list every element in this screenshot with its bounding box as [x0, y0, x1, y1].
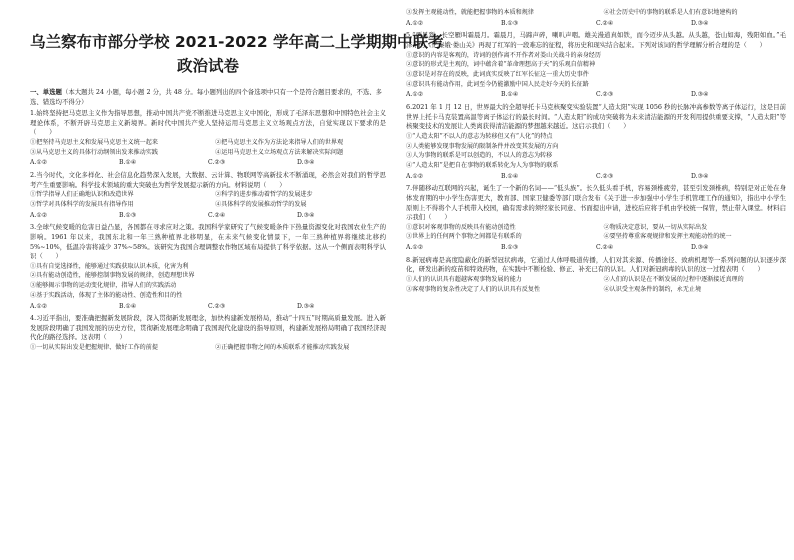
statement-3: ③能够揭示事物的运动变化规律，指导人们的实践活动: [30, 282, 177, 290]
option-b[interactable]: B.①④: [501, 91, 519, 99]
statement-3: ③哲学对具体科学的发展具有指导作用: [30, 200, 134, 208]
answer-options: [30, 158, 386, 168]
question-stem: 7.伴随移动互联网的兴起，诞生了一个新的名词——“低头族”。长久低头看手机，容易颈椎疲劳，甚至引发颈椎病，特别是对正处在身体发育期的中小学生伤害更大，教育部、国家卫健委等部门联合发布《关于进一步加强中小学生手机管理工作的通知》，指出中小学生原则上不得将个人手机带入校园，确有需求的须经家长同意、书面提出申请，进校后应将手机由学校统一保管，禁止带入课堂。材料启示我们（ ）: [406, 184, 786, 222]
option-a[interactable]: A.①②: [406, 172, 424, 180]
statement-1: ①人们的认识具有超越客观事物发展的能力: [406, 276, 522, 284]
question-7: [406, 184, 786, 252]
option-b[interactable]: B.①③: [119, 211, 137, 219]
option-c[interactable]: C.②④: [208, 211, 226, 219]
option-b[interactable]: B.①③: [501, 244, 519, 252]
statement-4: ④运用马克思主义立场观点方法来解决实际问题: [215, 148, 344, 156]
question-1: [30, 109, 386, 168]
statement-2: ②把马克思主义作为方法论来指导人们的世界观: [215, 138, 344, 146]
statement-list: [406, 275, 786, 294]
option-c[interactable]: C.②③: [208, 302, 226, 310]
question-4-continued: [406, 8, 786, 28]
statement-1: ①意识对客观事物的反映具有能动创造性: [406, 223, 516, 231]
option-b[interactable]: B.①④: [501, 172, 519, 180]
answer-options: [30, 302, 386, 312]
question-stem: 8.新冠病毒是高度隐蔽化的新型冠状病毒，它通过人体呼吸道传播，人们对其来源、传播途径、致病机理等一系列问题的认识逐步深化，研发出新的疫苗和特效药物，在实践中不断检验、修正、补充已有的认识。人们对新冠病毒的认识的这一过程表明（ ）: [406, 255, 786, 274]
statement-1: ①“人造太阳”不以人的意志为转移但又有“人化”的特点: [406, 132, 553, 140]
statement-4: ④社会历史中的事物的联系是人们有意识地建构的: [603, 9, 738, 16]
option-c[interactable]: C.②③: [596, 172, 614, 180]
right-column: [400, 0, 794, 560]
section-note: （本大题共 24 小题，每小题 2 分，共 48 分。每小题列出的四个备选项中只有一个是符合题目要求的，不选、多选、错选均不得分）: [30, 88, 383, 106]
statement-3: ③客观事物的复杂性决定了人们的认识具有反复性: [406, 285, 541, 293]
statement-1: ①意识的内容是客观的，诗词的创作离不开作者对娄山关战斗的亲身经历: [406, 51, 601, 59]
option-a[interactable]: A.①②: [406, 244, 424, 252]
statement-4: ④具体科学的发展推动哲学的发展: [215, 200, 307, 208]
statement-1: ①一切从实际出发是把握规律、做好工作的前提: [30, 344, 158, 352]
statement-2: ②意识的形式是主观的，词中蕴含着“革命理想高于天”的乐观自信精神: [406, 61, 596, 69]
option-b[interactable]: B.①④: [119, 159, 137, 167]
statement-list: [406, 8, 786, 18]
option-a[interactable]: A.①②: [406, 19, 424, 27]
option-a[interactable]: A.①②: [406, 91, 424, 99]
statement-2: ②具有能动创造性，能够控制事物发展的规律，创造理想世界: [30, 272, 195, 280]
exam-title: 乌兰察布市部分学校 2021-2022 学年高二上学期期中联考: [30, 33, 444, 51]
answer-options: [406, 172, 786, 182]
option-c[interactable]: C.②③: [596, 91, 614, 99]
question-stem: 1.始终坚持把马克思主义作为指导思想，推动中国共产党不断推进马克思主义中国化，形成了毛泽东思想和中国特色社会主义理论体系，不断开辟马克思主义新境界。新时代中国共产党人坚持运用马克思主义立场观点方法，自觉实现以下要求的是（ ）: [30, 109, 386, 137]
statement-4: ④认识受主观条件的制约，永无止境: [603, 285, 702, 293]
question-stem: 6.2021 年 1 月 12 日，世界最大的全超导托卡马克核聚变实验装置“人造太阳”实现 1056 秒的长脉冲高参数等离子体运行，这是目前世界上托卡马克装置高温等离子体运行的最长时间。“人造太阳”的成功突破将为未来清洁能源的开发利用提供重要支撑，“人造太阳”等核聚变技术的发展让人类离获得清洁能源的梦想越来越近。这启示我们（ ）: [406, 103, 786, 131]
option-d[interactable]: D.③④: [691, 172, 709, 180]
section-label: 一、单选题: [30, 88, 62, 96]
statement-2: ②正确把握事物之间的本质联系才能推动实践发展: [215, 344, 350, 352]
question-8: [406, 256, 786, 295]
statement-2: ②人们的认识是在不断发展的过程中逐渐接近真理的: [603, 276, 744, 284]
statement-4: ④要坚持尊重客观规律和发挥主观能动性的统一: [603, 233, 732, 241]
statement-3: ③人为事物的联系是可以创造的，不以人的意志为转移: [406, 152, 553, 160]
statement-3: ③世界上的任何两个事物之间都是有联系的: [406, 233, 522, 241]
statement-3: ③发挥主观能动性，就能把握事物的本质和规律: [406, 9, 534, 16]
statement-list: [30, 190, 386, 209]
question-3: [30, 223, 386, 311]
answer-options: [406, 243, 786, 253]
statement-list: [30, 343, 386, 353]
statement-1: ①具有自觉选择性，能够通过实践获取认识本质，化害为利: [30, 262, 189, 270]
question-stem: 2.当今时代，文化多样化、社会信息化趋势深入发展，大数据、云计算、物联网等高新技术不断涌现，必然会对我们的哲学思考产生重要影响。科学技术领域的重大突破也为哲学发展提示新的方向。材料说明（ ）: [30, 171, 386, 189]
option-d[interactable]: D.③④: [297, 302, 315, 310]
option-d[interactable]: D.③④: [691, 91, 709, 99]
option-d[interactable]: D.③④: [297, 211, 315, 219]
option-a[interactable]: A.①②: [30, 159, 48, 167]
option-d[interactable]: D.③④: [691, 19, 709, 27]
question-6: [406, 103, 786, 181]
statement-2: ②科学的进步推动着哲学的发展进步: [215, 191, 313, 199]
statement-list: [30, 138, 386, 157]
statement-4: ④基于实践活动，体现了主体的能动性、创造性和目的性: [30, 291, 183, 299]
statement-3: ③意识是对存在的反映，此词真实反映了红军长征这一重大历史事件: [406, 71, 589, 78]
option-b[interactable]: B.①④: [119, 302, 137, 310]
question-stem: 3.全球气候变暖的危害日益凸显，各国都在寻求应对之策。我国科学家研究了气候变暖条件下热量资源变化对我国农业生产的影响。1961 年以来，我国东北和一年三熟种植界北移明显，在未来气候变化情景下，一年三熟种植界将继续北移约 5%~10%，低温冷害将减少 37%~58%。该研究为我国合理调整农作物区域布局提供了科学依据。这从一个侧面表明科学认识（ ）: [30, 223, 386, 261]
question-stem: 5.“西风烈，长空雁叫霜晨月。霜晨月，马蹄声碎，喇叭声咽。雄关漫道真如铁，而今迈步从头越。从头越，苍山如海，残阳如血。”毛泽东的《忆秦娥·娄山关》再现了红军的一段难忘的征程，将历史和现实结合起来。下列对该词的哲学理解分析合理的是（ ）: [406, 31, 786, 49]
option-c[interactable]: C.②③: [208, 159, 226, 167]
section-heading: [30, 88, 386, 107]
statement-2: ②物质决定意识，要从一切从实际出发: [603, 223, 708, 231]
statement-3: ③从马克思主义的具体行动纲领出发来推动实践: [30, 148, 158, 156]
question-4: [30, 314, 386, 352]
question-2: [30, 171, 386, 220]
answer-options: [406, 19, 786, 29]
option-c[interactable]: C.②④: [596, 19, 614, 27]
statement-1: ①把坚持马克思主义和发展马克思主义统一起来: [30, 138, 158, 146]
option-b[interactable]: B.①③: [501, 19, 519, 27]
answer-options: [30, 211, 386, 221]
option-c[interactable]: C.②④: [596, 244, 614, 252]
option-a[interactable]: A.①②: [30, 211, 48, 219]
answer-options: [406, 90, 786, 100]
statement-1: ①哲学指导人们正确地认识和改造世界: [30, 191, 134, 199]
question-5: [406, 31, 786, 100]
statement-4: ④“人造太阳”是把自在事物的联系转化为人为事物的联系: [406, 162, 559, 169]
question-stem: 4.习近平指出，要准确把握新发展阶段，深入贯彻新发展理念，加快构建新发展格局，推动“十四五”时期高质量发展。进入新发展阶段明确了我国发展的历史方位，贯彻新发展理念明确了我国现代化建设的指导原则，构建新发展格局明确了我国经济现代化的路径选择。这表明（ ）: [30, 314, 386, 342]
statement-2: ②人类能够发现事物发展的限制条件并改变其发展的方向: [406, 142, 559, 150]
option-a[interactable]: A.①②: [30, 302, 48, 310]
option-d[interactable]: D.③④: [297, 159, 315, 167]
exam-subtitle: 政治试卷: [176, 57, 239, 75]
statement-list: [406, 223, 786, 242]
statement-4: ④意识具有能动作用，此词至今仍能激励中国人民走好今天的长征路: [406, 80, 589, 88]
option-d[interactable]: D.③④: [691, 244, 709, 252]
